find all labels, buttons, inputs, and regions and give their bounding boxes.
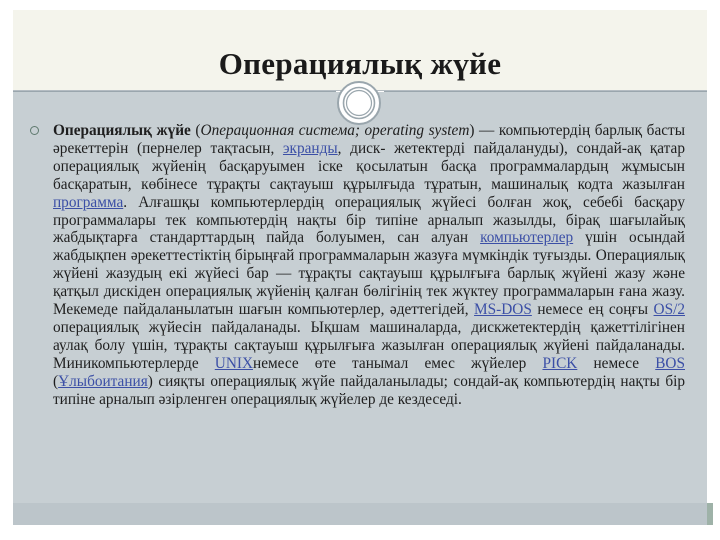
- text-segment: (: [53, 372, 59, 390]
- divider-left: [13, 91, 336, 92]
- text-segment: немесе ең соңғы: [531, 301, 654, 319]
- text-segment: , диск- жетектерді пайдалануды), сондай-ақ қатар операциялық жүйенің басқаруымен іске қосылатын басқа программалардың жұмысын басқаратын, көбінесе тұрақты сақтауыш құрылғыда тұратын, машиналық кодта жазылған: [53, 139, 685, 193]
- text-segment: немесе өте танымал емес жүйелер: [253, 354, 543, 372]
- divider-right: [384, 91, 707, 92]
- text-segment: . Алғашқы компьютерлердің операциялық жүйесі болған жоқ, себебі басқару программалары тек компьютердің нақты бір типіне арналып жазылды, бірақ шағылайық жабдықтарға стандарттардың пайда болуымен, сан алуан: [53, 193, 685, 247]
- circle-ornament-icon: [336, 80, 382, 126]
- text-segment: немесе: [577, 354, 656, 372]
- text-segment: (: [190, 122, 201, 139]
- bottom-accent: [707, 503, 713, 525]
- alt-names-italic: Операционная система; operating system: [200, 122, 470, 139]
- text-segment: үшін осындай жабдықпен әрекеттестіктің бірыңғай программаларын жазуға мүмкіндік туғызды. Операциялық жүйені жазудың екі жүйесі бар — тұрақты сақтауыш құрылғыға барлық жүйені жазу және қатқыл дискіден операциялық жүйенің қалған бөлігінің тек жүктеу программаларын ғана жазу. Мекемеде пайдаланылатын шағын компьютерлер, әдеттегідей,: [53, 229, 685, 319]
- link-os2[interactable]: OS/2: [653, 301, 685, 319]
- text-segment: ) сияқты операциялық жүйе пайдаланылады; сондай-ақ компьютердің нақты бір типіне арналып әзірленген операциялық жүйелер де кездеседі.: [53, 372, 685, 408]
- term-bold: Операциялық жүйе: [53, 122, 191, 139]
- link-computers[interactable]: компьютерлер: [480, 229, 574, 247]
- link-pick[interactable]: PICK: [542, 354, 578, 372]
- link-bos[interactable]: BOS: [655, 354, 685, 372]
- link-delete[interactable]: Ұлыбоитания: [58, 372, 148, 390]
- page-title: Операциялық жүйе: [218, 46, 502, 81]
- bottom-strip: [13, 503, 707, 525]
- link-screen[interactable]: экранды: [282, 139, 338, 157]
- title-panel: [13, 10, 707, 91]
- link-program[interactable]: программа: [53, 193, 124, 211]
- text-segment: операциялық жүйесін пайдаланады. Ықшам машиналарда, дискжетектердің қажеттілігінен аулақ болу үшін, тұрақты сақтауыш құрылғыға жазылған операциялық жүйені пайдаланады. Миникомпьютерлерде: [53, 318, 685, 372]
- body-paragraph: [53, 122, 685, 409]
- text-segment: ) — компьютердің барлық басты әрекеттерін (пернелер тақтасын,: [53, 122, 685, 157]
- link-unix[interactable]: UNIX: [214, 354, 254, 372]
- link-msdos[interactable]: MS-DOS: [474, 301, 532, 319]
- bullet-icon: [30, 126, 39, 135]
